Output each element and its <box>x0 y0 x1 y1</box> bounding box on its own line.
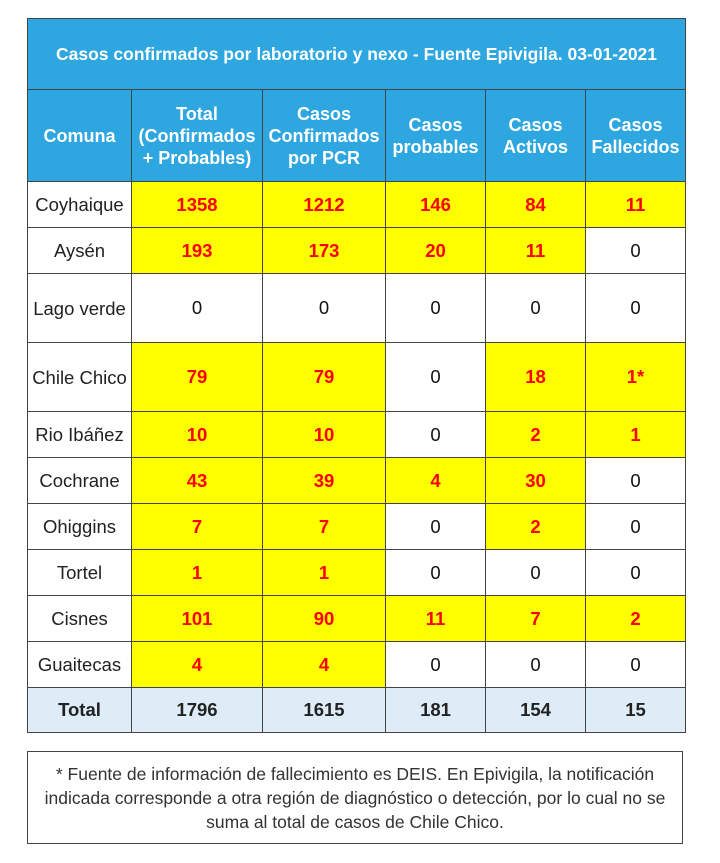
col-header-total: Total (Confirmados + Probables) <box>132 90 263 182</box>
pcr-cell: 90 <box>263 596 386 642</box>
table-row <box>28 642 686 688</box>
pcr-cell: 7 <box>263 504 386 550</box>
cases-table <box>27 18 686 733</box>
total-cell: 1 <box>132 550 263 596</box>
probables-cell: 20 <box>386 228 486 274</box>
col-header-comuna: Comuna <box>28 90 132 182</box>
activos-cell: 11 <box>486 228 586 274</box>
total-activos: 154 <box>486 688 586 733</box>
col-header-activos: Casos Activos <box>486 90 586 182</box>
total-cell: 79 <box>132 343 263 412</box>
header-row <box>28 90 686 182</box>
total-cell: 10 <box>132 412 263 458</box>
pcr-cell: 10 <box>263 412 386 458</box>
total-label: Total <box>28 688 132 733</box>
table-row <box>28 412 686 458</box>
table-row <box>28 343 686 412</box>
table-row <box>28 550 686 596</box>
cases-table-container <box>27 18 685 733</box>
activos-cell: 2 <box>486 412 586 458</box>
total-cell: 4 <box>132 642 263 688</box>
fallecidos-cell: 0 <box>586 642 686 688</box>
fallecidos-cell: 0 <box>586 274 686 343</box>
activos-cell: 7 <box>486 596 586 642</box>
probables-cell: 0 <box>386 274 486 343</box>
col-header-fallecidos: Casos Fallecidos <box>586 90 686 182</box>
activos-cell: 0 <box>486 550 586 596</box>
total-probables: 181 <box>386 688 486 733</box>
fallecidos-cell: 0 <box>586 504 686 550</box>
activos-cell: 18 <box>486 343 586 412</box>
comuna-cell: Lago verde <box>28 274 132 343</box>
total-row <box>28 688 686 733</box>
probables-cell: 0 <box>386 550 486 596</box>
activos-cell: 30 <box>486 458 586 504</box>
footnote: * Fuente de información de fallecimiento es DEIS. En Epivigila, la notificación indicada corresponde a otra región de diagnóstico o detección, por lo cual no se suma al total de casos de Chile Chico. <box>27 751 683 844</box>
col-header-pcr: Casos Confirmados por PCR <box>263 90 386 182</box>
probables-cell: 0 <box>386 412 486 458</box>
fallecidos-cell: 2 <box>586 596 686 642</box>
total-cell: 7 <box>132 504 263 550</box>
activos-cell: 0 <box>486 274 586 343</box>
total-cell: 1358 <box>132 182 263 228</box>
comuna-cell: Tortel <box>28 550 132 596</box>
comuna-cell: Cisnes <box>28 596 132 642</box>
pcr-cell: 1212 <box>263 182 386 228</box>
fallecidos-cell: 0 <box>586 228 686 274</box>
total-cell: 43 <box>132 458 263 504</box>
fallecidos-cell: 0 <box>586 550 686 596</box>
probables-cell: 0 <box>386 343 486 412</box>
pcr-cell: 0 <box>263 274 386 343</box>
fallecidos-cell: 1* <box>586 343 686 412</box>
probables-cell: 0 <box>386 642 486 688</box>
table-row <box>28 504 686 550</box>
comuna-cell: Chile Chico <box>28 343 132 412</box>
table-title: Casos confirmados por laboratorio y nexo - Fuente Epivigila. 03-01-2021 <box>28 19 686 90</box>
table-row <box>28 274 686 343</box>
comuna-cell: Ohiggins <box>28 504 132 550</box>
fallecidos-cell: 0 <box>586 458 686 504</box>
total-cell: 0 <box>132 274 263 343</box>
pcr-cell: 1 <box>263 550 386 596</box>
fallecidos-cell: 1 <box>586 412 686 458</box>
probables-cell: 146 <box>386 182 486 228</box>
probables-cell: 11 <box>386 596 486 642</box>
pcr-cell: 173 <box>263 228 386 274</box>
comuna-cell: Cochrane <box>28 458 132 504</box>
total-cell: 193 <box>132 228 263 274</box>
activos-cell: 0 <box>486 642 586 688</box>
table-row <box>28 182 686 228</box>
fallecidos-cell: 11 <box>586 182 686 228</box>
total-fallecidos: 15 <box>586 688 686 733</box>
total-pcr: 1615 <box>263 688 386 733</box>
probables-cell: 0 <box>386 504 486 550</box>
comuna-cell: Coyhaique <box>28 182 132 228</box>
table-row <box>28 458 686 504</box>
table-body <box>28 182 686 688</box>
total-cell: 101 <box>132 596 263 642</box>
col-header-probables: Casos probables <box>386 90 486 182</box>
pcr-cell: 79 <box>263 343 386 412</box>
table-row <box>28 596 686 642</box>
comuna-cell: Aysén <box>28 228 132 274</box>
pcr-cell: 39 <box>263 458 386 504</box>
probables-cell: 4 <box>386 458 486 504</box>
table-row <box>28 228 686 274</box>
activos-cell: 84 <box>486 182 586 228</box>
activos-cell: 2 <box>486 504 586 550</box>
pcr-cell: 4 <box>263 642 386 688</box>
comuna-cell: Guaitecas <box>28 642 132 688</box>
total-total: 1796 <box>132 688 263 733</box>
comuna-cell: Rio Ibáñez <box>28 412 132 458</box>
